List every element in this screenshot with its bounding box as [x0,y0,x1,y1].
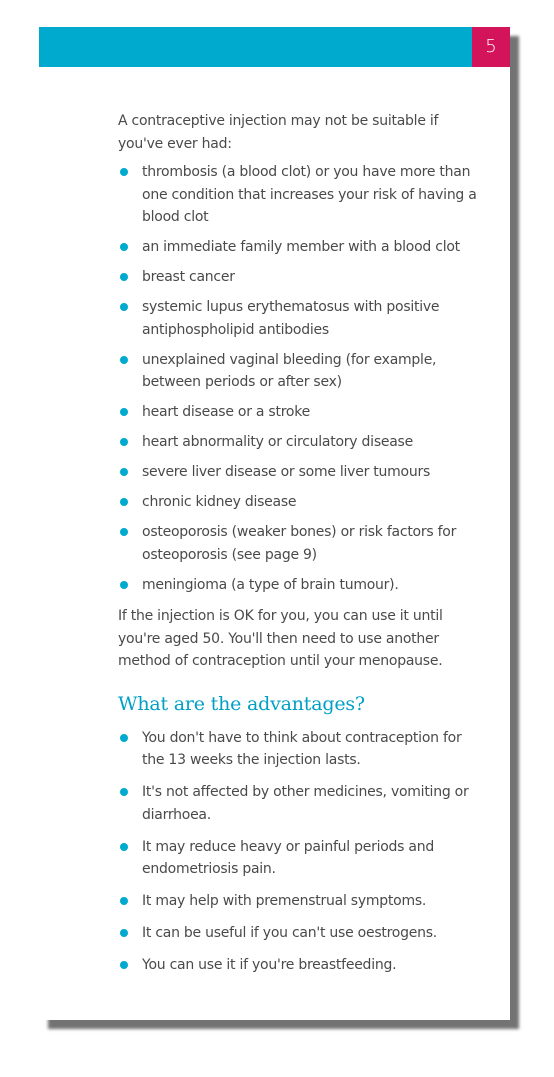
bullet-icon [120,273,128,281]
list-item [118,461,478,484]
list-item-text: thrombosis (a blood clot) or you have more than one condition that increases your risk of having a blood clot [142,164,477,225]
list-item-text: It may reduce heavy or painful periods and endometriosis pain. [142,838,435,877]
list-item-text: heart abnormality or circulatory disease [142,434,413,450]
page-number: 5 [472,27,510,67]
list-item-text: osteoporosis (weaker bones) or risk factors for osteoporosis (see page 9) [142,524,457,563]
list-item [118,161,478,229]
list-item-text: chronic kidney disease [142,494,297,510]
list-item [118,954,478,977]
bullet-icon [120,243,128,251]
list-item [118,922,478,945]
usage-note-paragraph: If the injection is OK for you, you can use it until you're aged 50. You'll then need to use another method of contraception until your menopause. [118,608,443,669]
bullet-icon [120,581,128,589]
advantages-heading: What are the advantages? [118,692,365,715]
conditions-list [118,161,478,596]
list-item-text: an immediate family member with a blood clot [142,239,460,255]
bullet-icon [120,168,128,176]
list-item [118,890,478,913]
bullet-icon [120,438,128,446]
bullet-icon [120,408,128,416]
list-item [118,727,478,772]
bullet-icon [120,788,128,796]
advantages-list [118,727,478,977]
list-item-text: It's not affected by other medicines, vomiting or diarrhoea. [142,784,469,823]
list-item-text: unexplained vaginal bleeding (for example, between periods or after sex) [142,351,437,390]
list-item [118,521,478,566]
list-item-text: It can be useful if you can't use oestrogens. [142,925,437,941]
list-item [118,574,478,597]
list-item-text: It may help with premenstrual symptoms. [142,893,427,909]
list-item [118,401,478,424]
page-content [118,110,478,986]
bullet-icon [120,498,128,506]
list-item-text: You can use it if you're breastfeeding. [142,957,397,973]
list-item-text: meningioma (a type of brain tumour). [142,576,399,593]
list-item-text: severe liver disease or some liver tumours [142,464,431,480]
bullet-icon [120,897,128,905]
list-item [118,781,478,826]
document-page [39,27,510,1020]
bullet-icon [120,929,128,937]
list-item-text: systemic lupus erythematosus with positive antiphospholipid antibodies [142,299,440,338]
list-item [118,296,478,341]
header-bar [39,27,472,67]
list-item-text: breast cancer [142,269,235,285]
list-item-text: heart disease or a stroke [142,404,310,420]
list-item [118,349,478,394]
list-item [118,836,478,881]
bullet-icon [120,843,128,851]
list-item [118,236,478,259]
list-item [118,431,478,454]
bullet-icon [120,734,128,742]
bullet-icon [120,961,128,969]
list-item [118,266,478,289]
list-item-text: You don't have to think about contraception for the 13 weeks the injection lasts. [142,729,462,768]
bullet-icon [120,528,128,536]
bullet-icon [120,303,128,311]
list-item [118,491,478,514]
intro-paragraph: A contraceptive injection may not be suitable if you've ever had: [118,113,439,152]
bullet-icon [120,356,128,364]
bullet-icon [120,468,128,476]
